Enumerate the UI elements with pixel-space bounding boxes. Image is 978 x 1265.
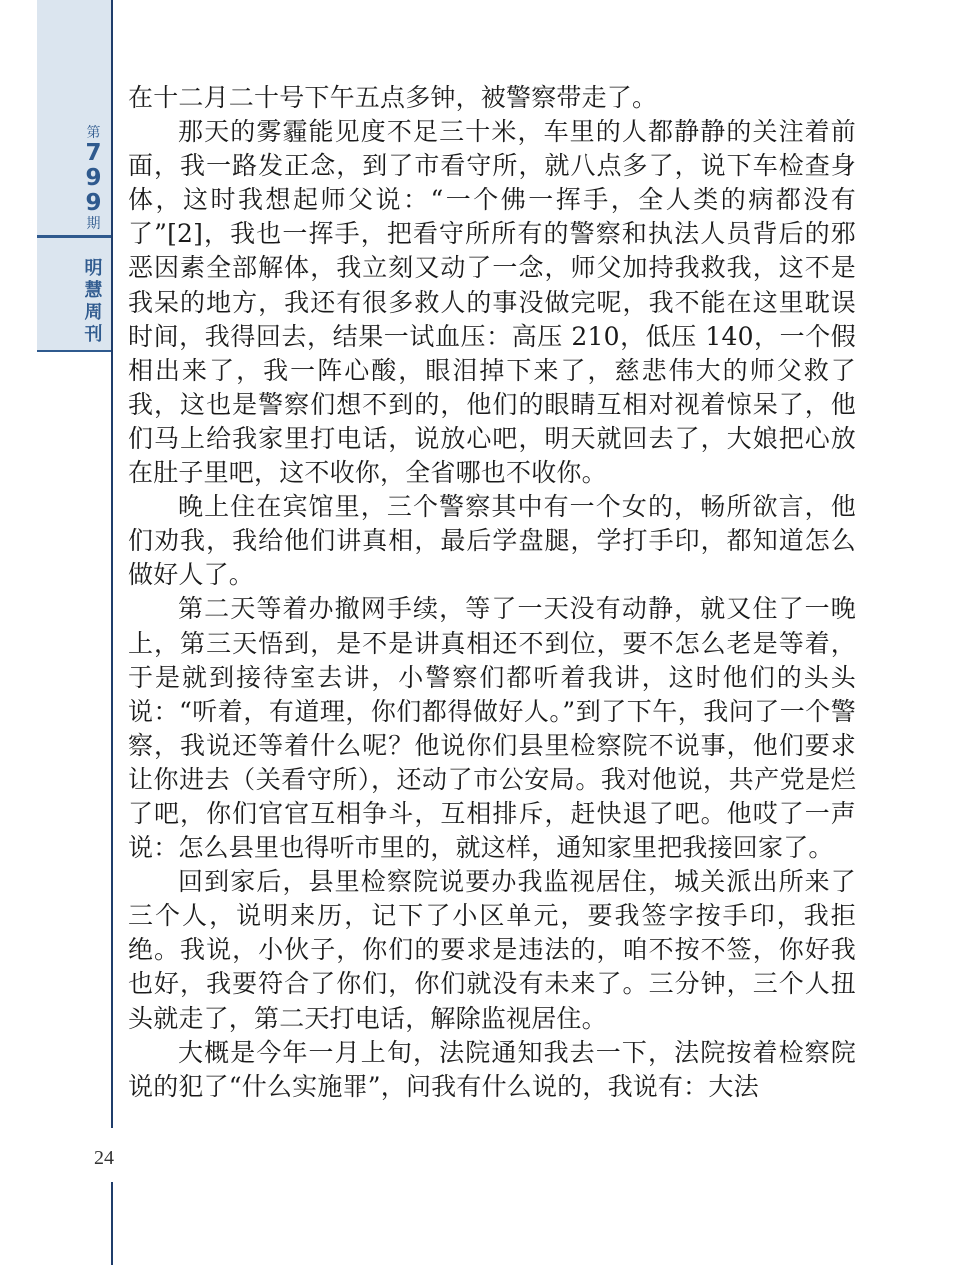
brand-char: 刊	[84, 324, 103, 345]
article-body	[128, 81, 856, 1104]
margin-rule	[111, 1182, 113, 1265]
issue-digit: 9	[85, 190, 102, 216]
issue-prefix: 第	[86, 125, 101, 141]
publication-name	[75, 258, 112, 346]
paragraph: 晚上住在宾馆里，三个警察其中有一个女的，畅所欲言，他们劝我，我给他们讲真相，最后学盘腿，学打手印，都知道怎么做好人了。	[128, 492, 856, 590]
issue-number	[75, 125, 112, 232]
page-number: 24	[94, 1147, 114, 1169]
sidebar-divider	[37, 235, 112, 238]
issue-suffix: 期	[86, 216, 101, 232]
sidebar-bottom-rule	[37, 350, 112, 352]
brand-char: 明	[84, 258, 103, 279]
paragraph: 回到家后，县里检察院说要办我监视居住，城关派出所来了三个人，说明来历，记下了小区单元，要我签字按手印，我拒绝。我说，小伙子，你们的要求是违法的，咱不按不签，你好我也好，我要符合了你们，你们就没有未来了。三分钟，三个人扭头就走了，第二天打电话，解除监视居住。	[128, 867, 856, 1033]
issue-digit: 7	[85, 140, 102, 166]
margin-rule	[111, 0, 113, 1128]
paragraph: 在十二月二十号下午五点多钟，被警察带走了。	[128, 83, 658, 112]
brand-char: 慧	[84, 280, 103, 301]
paragraph: 第二天等着办撤网手续，等了一天没有动静，就又住了一晚上，第三天悟到，是不是讲真相还不到位，要不怎么老是等着，于是就到接待室去讲，小警察们都听着我讲，这时他们的头头说：“听着，有道理，你们都得做好人。”到了下午，我问了一个警察，我说还等着什么呢？他说你们县里检察院不说事，他们要求让你进去（关看守所），还动了市公安局。我对他说，共产党是烂了吧，你们官官互相争斗，互相排斥，赶快退了吧。他哎了一声说：怎么县里也得听市里的，就这样，通知家里把我接回家了。	[128, 594, 856, 863]
issue-digit: 9	[85, 165, 102, 191]
brand-char: 周	[84, 302, 103, 323]
paragraph: 那天的雾霾能见度不足三十米，车里的人都静静的关注着前面，我一路发正念，到了市看守所，就八点多了，说下车检查身体，这时我想起师父说：“一个佛一挥手，全人类的病都没有了”[2]，我也一挥手，把看守所所有的警察和执法人员背后的邪恶因素全部解体，我立刻又动了一念，师父加持我救我，这不是我呆的地方，我还有很多救人的事没做完呢，我不能在这里耽误时间，我得回去，结果一试血压：高压 210，低压 140，一个假相出来了，我一阵心酸，眼泪掉下来了，慈悲伟大的师父救了我，这也是警察们想不到的，他们的眼睛互相对视着惊呆了，他们马上给我家里打电话，说放心吧，明天就回去了，大娘把心放在肚子里吧，这不收你，全省哪也不收你。	[128, 117, 856, 488]
paragraph: 大概是今年一月上旬，法院通知我去一下，法院按着检察院说的犯了“什么实施罪”，问我有什么说的，我说有：大法	[128, 1037, 856, 1101]
